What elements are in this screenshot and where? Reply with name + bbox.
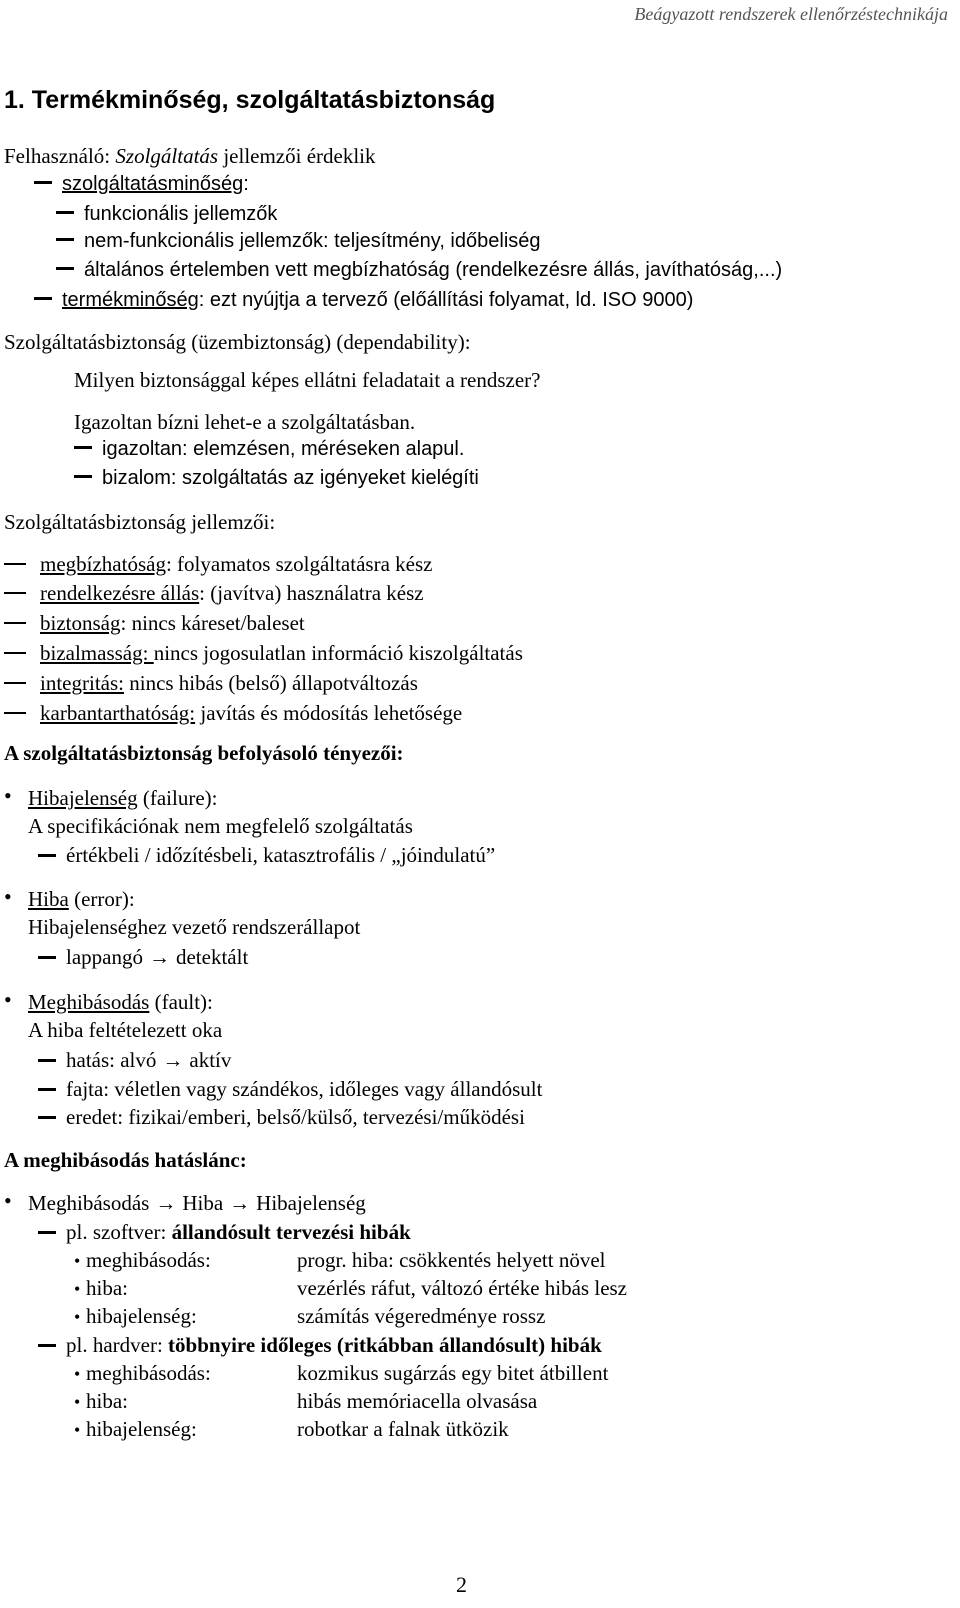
attribute-item: megbízhatóság: folyamatos szolgáltatásra kész [4, 552, 432, 576]
product-quality-label: termékminőség [62, 289, 199, 311]
software-row: • hiba: [74, 1276, 128, 1300]
dependability-trust: Igazoltan bízni lehet-e a szolgáltatásban. [74, 410, 416, 434]
bullet-icon: • [4, 1188, 12, 1213]
dash-icon [74, 475, 92, 478]
fault-kind: fajta: véletlen vagy szándékos, időleges vagy állandósult [38, 1077, 542, 1101]
fault-effect: hatás: alvó → aktív [38, 1048, 231, 1072]
failure-desc: A specifikációnak nem megfelelő szolgáltatás [28, 814, 413, 838]
dash-icon [38, 1059, 56, 1062]
intro-italic: Szolgáltatás [115, 144, 219, 168]
factors-heading: A szolgáltatásbiztonság befolyásoló tényezői: [4, 741, 404, 765]
dash-icon [4, 592, 26, 594]
hardware-row: • meghibásodás: [74, 1361, 211, 1385]
hardware-row-value: kozmikus sugárzás egy bitet átbillent [297, 1361, 609, 1385]
dash-icon [56, 238, 74, 241]
quality-item: nem-funkcionális jellemzők: teljesítmény, időbeliség [56, 229, 541, 253]
dash-icon [4, 652, 26, 654]
fault-desc: A hiba feltételezett oka [28, 1018, 223, 1042]
fault-term-line: Meghibásodás (fault): [28, 990, 213, 1014]
small-bullet-icon: • [74, 1307, 81, 1327]
dash-icon [56, 267, 74, 270]
bullet-icon: • [4, 884, 12, 909]
dash-icon [38, 1116, 56, 1119]
arrow-right-icon: → [155, 1191, 177, 1215]
section-title: 1. Termékminőség, szolgáltatásbiztonság [4, 86, 496, 114]
dash-icon [38, 1231, 56, 1234]
software-row-value: progr. hiba: csökkentés helyett növel [297, 1248, 606, 1272]
bullet-icon: • [4, 987, 12, 1012]
failure-term-line: Hibajelenség (failure): [28, 786, 218, 810]
dash-icon [38, 1088, 56, 1091]
quality-label-line: szolgáltatásminőség: [34, 172, 249, 196]
dash-icon [38, 956, 56, 959]
hardware-example: pl. hardver: többnyire időleges (ritkábban állandósult) hibák [38, 1333, 602, 1357]
trust-sub-item: igazoltan: elemzésen, méréseken alapul. [74, 437, 464, 461]
quality-label: szolgáltatásminőség [62, 173, 244, 195]
dash-icon [4, 563, 26, 565]
hardware-row-value: hibás memóriacella olvasása [297, 1389, 538, 1413]
error-term-line: Hiba (error): [28, 887, 135, 911]
fault-origin: eredet: fizikai/emberi, belső/külső, tervezési/működési [38, 1105, 525, 1129]
dash-icon [38, 854, 56, 857]
hardware-row: • hibajelenség: [74, 1417, 197, 1441]
software-row: • hibajelenség: [74, 1304, 197, 1328]
intro-prefix: Felhasználó: [4, 144, 116, 168]
dash-icon [74, 446, 92, 449]
attribute-item: karbantarthatóság: javítás és módosítás lehetősége [4, 701, 462, 725]
dash-icon [34, 181, 52, 184]
product-quality-line: termékminőség: ezt nyújtja a tervező (előállítási folyamat, ld. ISO 9000) [34, 288, 693, 312]
arrow-right-icon: → [229, 1191, 251, 1215]
small-bullet-icon: • [74, 1279, 81, 1299]
hardware-row: • hiba: [74, 1389, 128, 1413]
dash-icon [4, 682, 26, 684]
attributes-heading: Szolgáltatásbiztonság jellemzői: [4, 510, 276, 534]
page-number: 2 [456, 1572, 467, 1597]
small-bullet-icon: • [74, 1420, 81, 1440]
dependability-heading: Szolgáltatásbiztonság (üzembiztonság) (dependability): [4, 330, 471, 354]
intro-line [4, 144, 376, 168]
chain-sequence: Meghibásodás → Hiba → Hibajelenség [28, 1191, 366, 1215]
error-sub: lappangó → detektált [38, 945, 248, 969]
dependability-question: Milyen biztonsággal képes ellátni feladatait a rendszer? [74, 368, 541, 392]
dash-icon [38, 1344, 56, 1347]
software-row-value: számítás végeredménye rossz [297, 1304, 546, 1328]
dash-icon [34, 297, 52, 300]
software-example: pl. szoftver: állandósult tervezési hibák [38, 1220, 411, 1244]
attribute-item: bizalmasság: nincs jogosulatlan információ kiszolgáltatás [4, 641, 523, 665]
attribute-item: integritás: nincs hibás (belső) állapotváltozás [4, 671, 418, 695]
failure-sub: értékbeli / időzítésbeli, katasztrofális / „jóindulatú” [38, 843, 495, 867]
arrow-right-icon: → [148, 945, 170, 969]
dash-icon [56, 211, 74, 214]
chain-heading: A meghibásodás hatáslánc: [4, 1148, 247, 1172]
bullet-icon: • [4, 783, 12, 808]
quality-item: funkcionális jellemzők [56, 202, 277, 226]
small-bullet-icon: • [74, 1364, 81, 1384]
running-header: Beágyazott rendszerek ellenőrzéstechnikája [634, 4, 948, 24]
trust-sub-item: bizalom: szolgáltatás az igényeket kielégíti [74, 466, 479, 490]
software-row-value: vezérlés ráfut, változó értéke hibás lesz [297, 1276, 628, 1300]
hardware-row-value: robotkar a falnak ütközik [297, 1417, 509, 1441]
attribute-item: rendelkezésre állás: (javítva) használatra kész [4, 581, 424, 605]
small-bullet-icon: • [74, 1392, 81, 1412]
dash-icon [4, 622, 26, 624]
quality-item: általános értelemben vett megbízhatóság (rendelkezésre állás, javíthatóság,...) [56, 258, 782, 282]
attribute-item: biztonság: nincs káreset/baleset [4, 611, 305, 635]
dash-icon [4, 712, 26, 714]
error-desc: Hibajelenséghez vezető rendszerállapot [28, 915, 361, 939]
software-row: • meghibásodás: [74, 1248, 211, 1272]
arrow-right-icon: → [162, 1048, 184, 1072]
intro-suffix: jellemzői érdeklik [218, 144, 376, 168]
small-bullet-icon: • [74, 1251, 81, 1271]
